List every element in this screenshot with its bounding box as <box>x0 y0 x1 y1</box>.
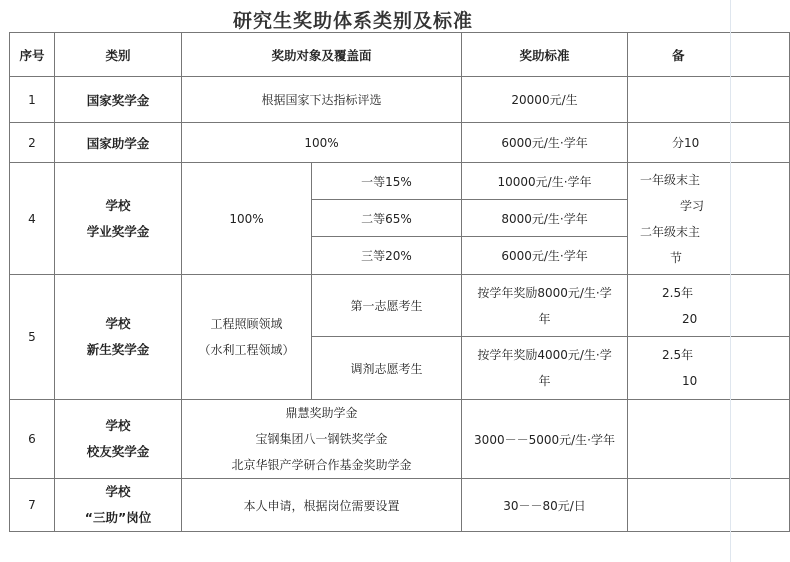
row-note-line: 二年级末主 <box>640 224 701 239</box>
row-note-line: 学习 <box>680 198 705 213</box>
row-coverage: 100% <box>182 163 312 275</box>
tier-level: 三等20% <box>312 237 462 275</box>
tier-level: 调剂志愿考生 <box>312 337 462 400</box>
table-row <box>10 163 790 200</box>
header-standard: 奖助标准 <box>462 33 628 77</box>
row-note <box>628 163 790 275</box>
table-row <box>10 479 790 532</box>
row-category: 国家助学金 <box>55 123 182 163</box>
row-coverage: 100% <box>182 123 462 163</box>
header-category: 类别 <box>55 33 182 77</box>
row-note-line: 20 <box>682 311 698 326</box>
row-coverage-line: 工程照顾领域 <box>210 317 283 331</box>
row-category-line: 新生奖学金 <box>86 342 150 357</box>
row-coverage-line: 北京华银产学研合作基金奖助学金 <box>231 458 412 472</box>
table-row <box>10 123 790 163</box>
tier-standard <box>462 337 628 400</box>
row-standard: 3000－－5000元/生·学年 <box>462 400 628 479</box>
row-standard: 20000元/生 <box>462 77 628 123</box>
row-note <box>628 337 790 400</box>
header-num: 序号 <box>10 33 55 77</box>
tier-standard: 10000元/生·学年 <box>462 163 628 200</box>
row-category <box>55 400 182 479</box>
row-num: 4 <box>10 163 55 275</box>
row-note <box>628 479 790 532</box>
row-num: 7 <box>10 479 55 532</box>
row-note: 分10 <box>628 123 790 163</box>
row-num: 1 <box>10 77 55 123</box>
row-standard: 6000元/生·学年 <box>462 123 628 163</box>
row-coverage-line: （水利工程领域） <box>198 343 295 357</box>
table-row <box>10 400 790 479</box>
row-note-line: 10 <box>682 374 698 388</box>
row-category <box>55 163 182 275</box>
tier-standard-line: 按学年奖励4000元/生·学 <box>477 348 612 362</box>
row-category <box>55 275 182 400</box>
tier-standard: 6000元/生·学年 <box>462 237 628 275</box>
row-category-line: 学校 <box>105 197 131 213</box>
tier-standard-line: 年 <box>538 311 551 326</box>
page-title: 研究生奖助体系类别及标准 <box>232 10 473 32</box>
row-category-line: 校友奖学金 <box>86 444 150 459</box>
row-note <box>628 400 790 479</box>
tier-level: 第一志愿考生 <box>312 275 462 337</box>
row-coverage <box>182 400 462 479</box>
tier-standard-line: 按学年奖励8000元/生·学 <box>477 285 612 300</box>
row-coverage: 根据国家下达指标评选 <box>182 77 462 123</box>
tier-level: 二等65% <box>312 200 462 237</box>
row-num: 6 <box>10 400 55 479</box>
tier-standard: 8000元/生·学年 <box>462 200 628 237</box>
row-category <box>55 479 182 532</box>
row-num: 5 <box>10 275 55 400</box>
row-coverage: 本人申请，根据岗位需要设置 <box>182 479 462 532</box>
table-header-row <box>10 33 790 77</box>
table-row <box>10 275 790 337</box>
row-note-line: 2.5年 <box>662 348 694 362</box>
tier-standard-line: 年 <box>538 374 551 388</box>
row-num: 2 <box>10 123 55 163</box>
row-category-line: 学校 <box>105 484 131 499</box>
row-category: 国家奖学金 <box>55 77 182 123</box>
award-standards-table <box>9 32 790 532</box>
row-coverage-line: 宝钢集团八一钢铁奖学金 <box>255 432 388 446</box>
row-note-line: 2.5年 <box>662 285 694 300</box>
header-note-label: 备 <box>672 47 685 63</box>
row-category-line: 学校 <box>105 316 131 331</box>
row-category-line: 学业奖学金 <box>86 223 150 239</box>
row-note-line: 一年级末主 <box>640 172 701 187</box>
row-note-line: 节 <box>670 250 683 265</box>
page-edge-divider <box>730 0 731 562</box>
table-row <box>10 77 790 123</box>
table-viewport <box>9 32 705 537</box>
row-note <box>628 275 790 337</box>
tier-standard <box>462 275 628 337</box>
row-coverage-line: 鼎慧奖助学金 <box>285 406 358 420</box>
header-note <box>628 33 790 77</box>
tier-level: 一等15% <box>312 163 462 200</box>
row-category-line: 学校 <box>105 418 131 433</box>
row-standard: 30－－80元/日 <box>462 479 628 532</box>
row-note <box>628 77 790 123</box>
header-coverage: 奖助对象及覆盖面 <box>182 33 462 77</box>
row-category-line: “三助”岗位 <box>84 510 152 525</box>
row-coverage <box>182 275 312 400</box>
